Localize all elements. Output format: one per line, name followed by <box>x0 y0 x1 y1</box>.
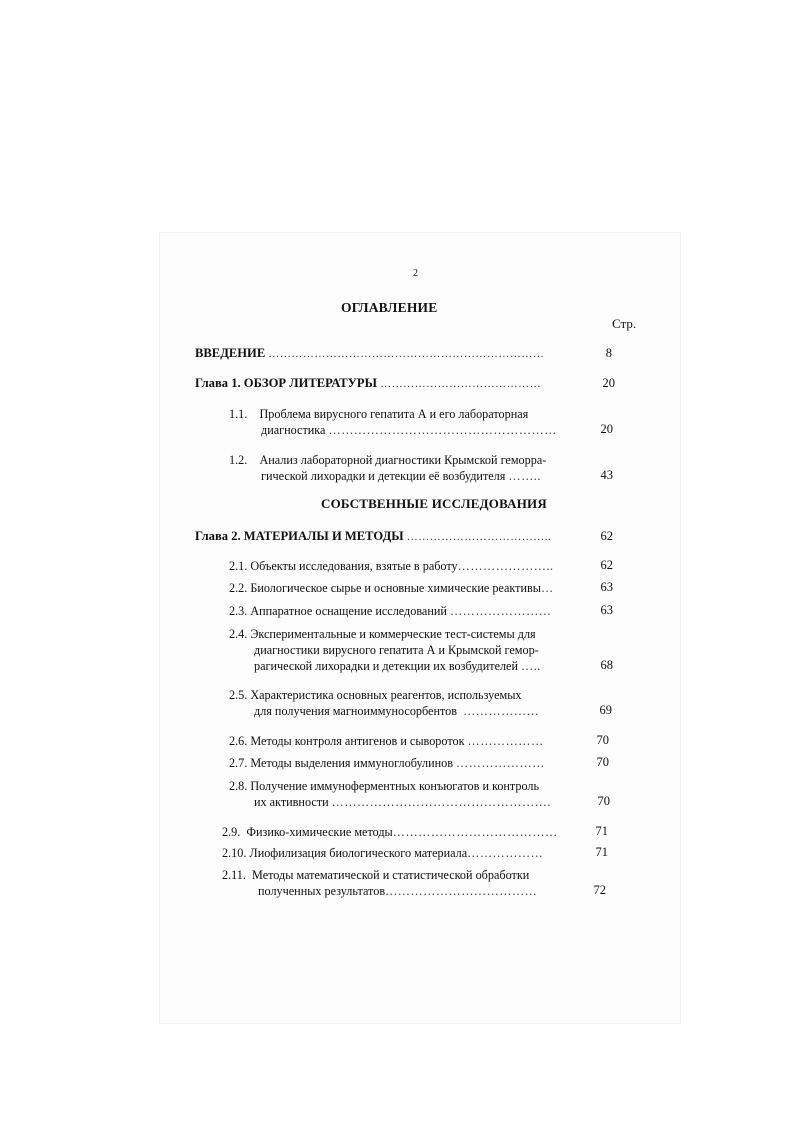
toc-entry-2-10 <box>222 845 543 861</box>
leader-dots: …………………………………… <box>380 378 542 390</box>
leader-dots: ……………………………………………………………… <box>268 348 545 360</box>
toc-entry-number: 1.2. <box>229 453 248 467</box>
toc-entry-number: 2.6. <box>229 734 248 748</box>
toc-entry-text: Аппаратное оснащение исследований <box>250 604 447 618</box>
toc-entry-text: Методы контроля антигенов и сывороток <box>250 734 465 748</box>
toc-entry-1-1 <box>229 406 528 422</box>
toc-page-number: 8 <box>605 346 612 360</box>
toc-entry-2-4-cont <box>254 642 539 658</box>
toc-page-number: 71 <box>595 845 608 859</box>
leader-dots: ……………………………………………. <box>331 795 551 809</box>
toc-entry-text: рагической лихорадки и детекции их возбудителей <box>254 659 518 673</box>
toc-entry-text: Физико-химические методы <box>246 825 393 839</box>
toc-entry-2-8-cont <box>254 794 551 810</box>
leader-dots: …….. <box>508 469 541 483</box>
toc-entry-label: Глава 2. МАТЕРИАЛЫ И МЕТОДЫ <box>195 529 404 543</box>
toc-page-number: 62 <box>600 558 613 572</box>
section-heading: СОБСТВЕННЫЕ ИССЛЕДОВАНИЯ <box>321 496 547 511</box>
toc-page-number: 62 <box>600 529 613 543</box>
toc-entry-text: Лиофилизация биологического материала <box>249 846 468 860</box>
toc-page-number: 69 <box>599 703 612 717</box>
toc-entry-2-7 <box>229 755 545 771</box>
toc-page-number: 68 <box>600 658 613 672</box>
toc-entry-number: 2.7. <box>229 756 248 770</box>
toc-entry-number: 2.5. <box>229 688 248 702</box>
toc-entry-text: Получение иммуноферментных конъюгатов и контроль <box>250 779 540 793</box>
toc-entry-text: Биологическое сырье и основные химические реактивы <box>250 581 541 595</box>
toc-entry-text: диагностики вирусного гепатита А и Крымской гемор- <box>254 643 539 657</box>
leader-dots: ……………… <box>463 704 540 718</box>
toc-entry-number: 2.3. <box>229 604 248 618</box>
toc-entry-1-2-cont <box>261 468 541 484</box>
leader-dots: ………………… <box>456 756 545 770</box>
leader-dots: ……………………………… <box>385 884 538 898</box>
toc-entry-intro <box>195 346 544 361</box>
toc-entry-text: гической лихорадки и детекции её возбудителя <box>261 469 506 483</box>
toc-entry-number: 2.8. <box>229 779 248 793</box>
toc-page-number: 70 <box>596 755 609 769</box>
leader-dots: ………………………………… <box>392 825 558 839</box>
toc-entry-chapter-2 <box>195 529 551 544</box>
toc-entry-2-9 <box>222 824 558 840</box>
toc-entry-text: диагностика <box>261 423 326 437</box>
toc-entry-label: Глава 1. ОБЗОР ЛИТЕРАТУРЫ <box>195 376 377 390</box>
toc-entry-number: 2.1. <box>229 559 248 573</box>
leader-dots: ……………………………………………… <box>328 423 557 437</box>
leader-dots: ………………….. <box>457 559 554 573</box>
toc-entry-text: Методы выделения иммуноглобулинов <box>250 756 453 770</box>
toc-entry-text: Методы математической и статистической обработки <box>252 868 530 882</box>
toc-entry-2-11-cont <box>258 883 537 899</box>
leader-dots: ……………… <box>467 846 544 860</box>
toc-page-number: 20 <box>600 422 613 436</box>
page-number: 2 <box>413 268 418 279</box>
toc-entry-2-5 <box>229 687 522 703</box>
leader-dots: …………………… <box>449 604 552 618</box>
toc-entry-number: 2.2. <box>229 581 248 595</box>
toc-entry-number: 2.11. <box>222 868 246 882</box>
toc-entry-text: Экспериментальные и коммерческие тест-системы для <box>250 627 536 641</box>
toc-entry-text: Анализ лабораторной диагностики Крымской геморра- <box>259 453 547 467</box>
toc-entry-text: их активности <box>254 795 329 809</box>
toc-entry-text: Характеристика основных реагентов, используемых <box>250 688 522 702</box>
toc-page-number: 43 <box>600 468 613 482</box>
toc-page-number: 70 <box>596 733 609 747</box>
leader-dots: ……………… <box>467 734 544 748</box>
toc-entry-2-4 <box>229 626 536 642</box>
toc-entry-number: 2.4. <box>229 627 248 641</box>
toc-entry-2-1 <box>229 558 554 574</box>
toc-entry-number: 1.1. <box>229 407 248 421</box>
toc-entry-number: 2.10. <box>222 846 247 860</box>
toc-entry-2-4-cont2 <box>254 658 541 674</box>
toc-entry-text: полученных результатов <box>258 884 386 898</box>
toc-entry-2-3 <box>229 603 551 619</box>
toc-entry-2-8 <box>229 778 539 794</box>
toc-entry-text: Проблема вирусного гепатита А и его лабораторная <box>259 407 529 421</box>
toc-entry-2-6 <box>229 733 544 749</box>
toc-entry-label: ВВЕДЕНИЕ <box>195 346 266 360</box>
toc-page-number: 71 <box>595 824 608 838</box>
toc-page-number: 70 <box>597 794 610 808</box>
leader-dots: ….. <box>521 659 541 673</box>
toc-entry-2-2 <box>229 580 554 596</box>
toc-page-number: 20 <box>602 376 615 390</box>
toc-entry-text: Объекты исследования, взятые в работу <box>250 559 458 573</box>
leader-dots: ……………………………….. <box>406 531 552 543</box>
toc-entry-chapter-1 <box>195 376 541 391</box>
toc-entry-1-2 <box>229 452 546 468</box>
toc-page-number: 63 <box>600 580 613 594</box>
leader-dots: … <box>540 581 554 595</box>
toc-entry-1-1-cont <box>261 422 557 438</box>
toc-page-number: 72 <box>593 883 606 897</box>
toc-entry-2-11 <box>222 867 529 883</box>
toc-page-number: 63 <box>600 603 613 617</box>
toc-entry-2-5-cont <box>254 703 539 719</box>
toc-heading: ОГЛАВЛЕНИЕ <box>341 300 438 315</box>
toc-entry-text: для получения магноиммуносорбентов <box>254 704 457 718</box>
page-column-label: Стр. <box>612 316 637 331</box>
toc-entry-number: 2.9. <box>222 825 241 839</box>
